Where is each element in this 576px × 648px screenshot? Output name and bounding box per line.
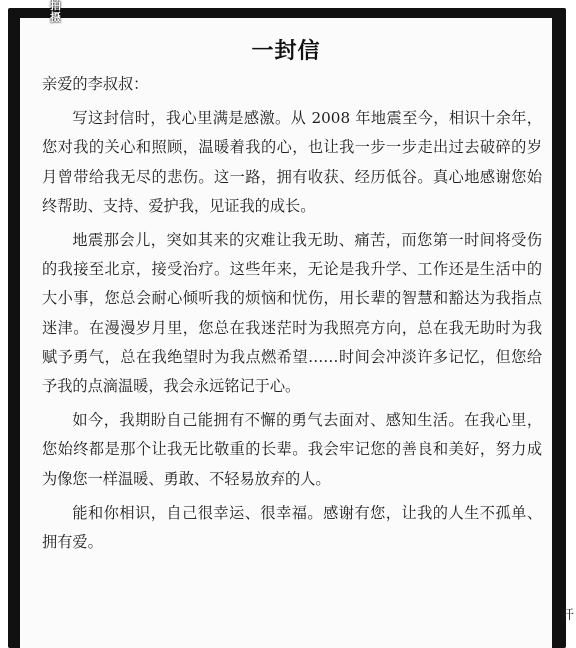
corner-watermark-text: 拍摄	[50, 0, 61, 24]
edge-cropped-text: 开	[560, 608, 574, 623]
letter-paragraph-2: 地震那会儿，突如其来的灾难让我无助、痛苦，而您第一时间将受伤的我接至北京，接受治疗。这些年来，无论是我升学、工作还是生活中的大小事，您总会耐心倾听我的烦恼和忧伤，用长辈的智慧和豁达为我指点迷津。在漫漫岁月里，您总在我迷茫时为我照亮方向，总在我无助时为我赋予勇气，总在我绝望时为我点燃希望……时间会冲淡许多记忆，但您给予我的点滴温暖，我会永远铭记于心。	[42, 231, 542, 396]
letter-paragraph-3: 如今，我期盼自己能拥有不懈的勇气去面对、感知生活。在我心里，您始终都是那个让我无比敬重的长辈。我会牢记您的善良和美好，努力成为像您一样温暖、勇敢、不轻易放弃的人。	[42, 411, 542, 488]
letter-salutation: 亲爱的李叔叔：	[42, 75, 149, 93]
letter-paper	[20, 18, 552, 648]
letter-title: 一封信	[251, 39, 321, 64]
letter-paragraph-4: 能和你相识，自己很幸运、很幸福。感谢有您，让我的人生不孤单、拥有爱。	[42, 503, 542, 552]
letter-paragraph-1: 写这封信时，我心里满是感激。从 2008 年地震至今，相识十余年，您对我的关心和照顾，温暖着我的心，也让我一步一步走出过去破碎的岁月曾带给我无尽的悲伤。这一路，拥有收获、经历低谷。真心地感谢您始终帮助、支持、爱护我，见证我的成长。	[42, 109, 542, 215]
letter-body	[42, 70, 542, 557]
